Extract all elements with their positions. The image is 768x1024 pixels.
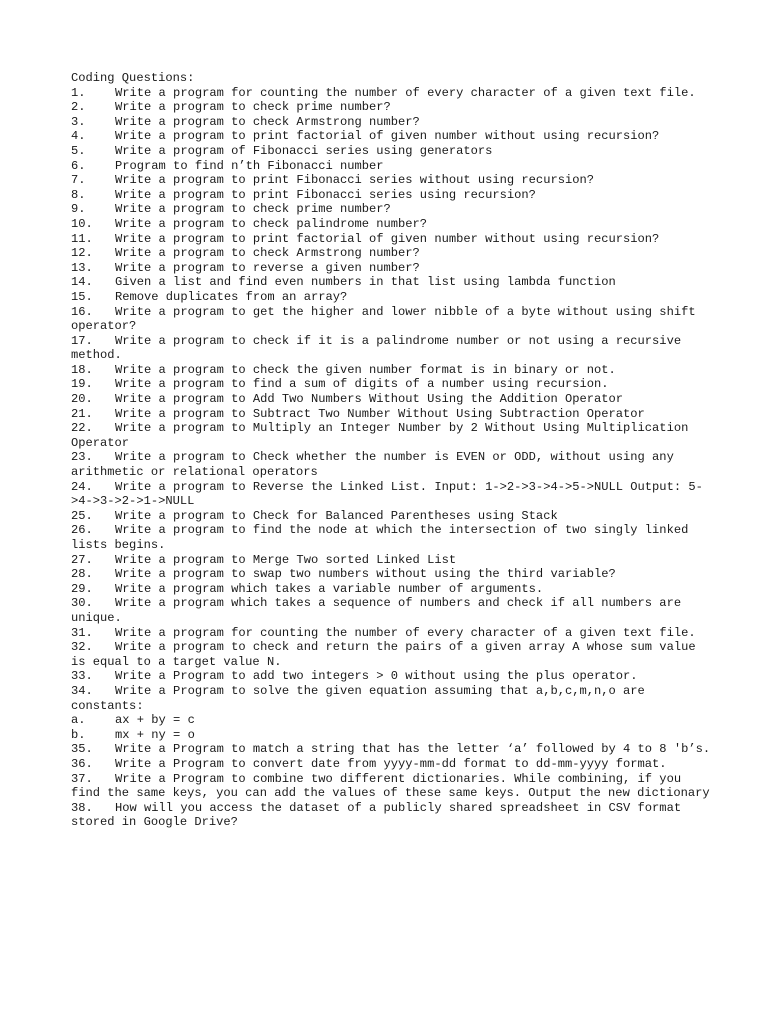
- question-item: [71, 159, 711, 174]
- question-item: [71, 232, 711, 247]
- question-item: [71, 509, 711, 524]
- question-number: 9.: [71, 202, 86, 217]
- question-number: 7.: [71, 173, 86, 188]
- question-item: [71, 334, 711, 363]
- question-text: Write a program to find a sum of digits of a number using recursion.: [115, 377, 609, 392]
- question-number: 38.: [71, 800, 93, 815]
- question-item: [71, 480, 711, 509]
- question-text: ax + by = c: [115, 713, 195, 728]
- question-number: 6.: [71, 158, 86, 173]
- question-item: [71, 772, 711, 801]
- question-item: [71, 523, 711, 552]
- question-item: [71, 757, 711, 772]
- question-item: [71, 115, 711, 130]
- question-text: Write a program to print Fibonacci series using recursion?: [115, 187, 536, 202]
- question-item: [71, 100, 711, 115]
- question-item: [71, 392, 711, 407]
- question-text: Write a program to Reverse the Linked List. Input: 1->2->3->4->5->NULL Output: 5->4->3->2->1->NULL: [71, 479, 703, 509]
- question-number: 31.: [71, 625, 93, 640]
- question-text: Program to find n’th Fibonacci number: [115, 158, 384, 173]
- question-number: 14.: [71, 275, 93, 290]
- question-text: Write a program to check palindrome number?: [115, 216, 428, 231]
- question-number: 17.: [71, 333, 93, 348]
- question-text: Write a program for counting the number of every character of a given text file.: [115, 85, 696, 100]
- question-item: [71, 582, 711, 597]
- question-text: Write a Program to solve the given equation assuming that a,b,c,m,n,o are constants:: [71, 683, 653, 713]
- question-item: [71, 596, 711, 625]
- question-text: Given a list and find even numbers in that list using lambda function: [115, 275, 616, 290]
- question-item: [71, 129, 711, 144]
- question-text: Write a program to check Armstrong number?: [115, 114, 420, 129]
- question-text: Write a program to check and return the pairs of a given array A whose sum value is equal to a target value N.: [71, 640, 703, 669]
- question-item: [71, 261, 711, 276]
- question-text: Write a program to Subtract Two Number Without Using Subtraction Operator: [115, 406, 645, 421]
- question-number: 12.: [71, 246, 93, 261]
- question-item: [71, 363, 711, 378]
- question-number: 8.: [71, 187, 86, 202]
- question-item: [71, 202, 711, 217]
- question-item: [71, 742, 711, 757]
- question-text: Write a program to check prime number?: [115, 100, 391, 115]
- question-text: Write a program to check the given number format is in binary or not.: [115, 362, 616, 377]
- question-number: 30.: [71, 596, 93, 611]
- question-number: 20.: [71, 392, 93, 407]
- question-text: Write a program of Fibonacci series using generators: [115, 143, 493, 158]
- question-item: [71, 407, 711, 422]
- question-text: Write a Program to convert date from yyyy-mm-dd format to dd-mm-yyyy format.: [115, 756, 667, 771]
- question-number: 32.: [71, 640, 93, 655]
- question-item: [71, 246, 711, 261]
- question-item: [71, 144, 711, 159]
- question-item: [71, 450, 711, 479]
- question-number: 24.: [71, 479, 93, 494]
- question-text: Write a program to print Fibonacci series without using recursion?: [115, 173, 594, 188]
- question-text: Write a program to check if it is a palindrome number or not using a recursive method.: [71, 333, 689, 363]
- question-text: Write a program to Check whether the number is EVEN or ODD, without using any arithmetic or relational operators: [71, 450, 682, 480]
- question-item: [71, 188, 711, 203]
- question-number: 23.: [71, 450, 93, 465]
- question-list: [71, 86, 711, 830]
- question-number: 33.: [71, 669, 93, 684]
- question-number: 27.: [71, 552, 93, 567]
- page-heading: Coding Questions:: [71, 71, 195, 85]
- question-text: How will you access the dataset of a publicly shared spreadsheet in CSV format stored in Google Drive?: [71, 800, 689, 830]
- question-number: 3.: [71, 114, 86, 129]
- question-text: Write a program to print factorial of given number without using recursion?: [115, 129, 660, 144]
- question-item: [71, 421, 711, 450]
- question-number: 1.: [71, 85, 86, 100]
- question-number: 36.: [71, 756, 93, 771]
- question-number: 13.: [71, 260, 93, 275]
- question-number: 22.: [71, 421, 93, 436]
- question-number: 26.: [71, 523, 93, 538]
- question-text: Write a program to print factorial of given number without using recursion?: [115, 231, 660, 246]
- question-number: 2.: [71, 100, 86, 115]
- question-text: Write a Program to combine two different dictionaries. While combining, if you find the same keys, you can add the values of these same keys. Output the new dictionary: [71, 771, 710, 801]
- document-page: [71, 71, 711, 830]
- question-text: Write a program which takes a variable number of arguments.: [115, 581, 544, 596]
- question-number: 4.: [71, 129, 86, 144]
- question-item: [71, 713, 711, 728]
- question-item: [71, 684, 711, 713]
- question-text: Write a Program to add two integers > 0 without using the plus operator.: [115, 669, 638, 684]
- question-number: 29.: [71, 581, 93, 596]
- question-item: [71, 290, 711, 305]
- question-item: [71, 567, 711, 582]
- question-number: 10.: [71, 216, 93, 231]
- question-item: [71, 173, 711, 188]
- question-number: 34.: [71, 683, 93, 698]
- question-number: 25.: [71, 508, 93, 523]
- question-text: Write a program to check prime number?: [115, 202, 391, 217]
- question-number: 5.: [71, 143, 86, 158]
- question-item: [71, 553, 711, 568]
- question-text: Write a Program to match a string that has the letter ‘a’ followed by 4 to 8 'b’s.: [115, 742, 711, 757]
- question-number: 28.: [71, 567, 93, 582]
- question-number: 15.: [71, 289, 93, 304]
- question-text: Write a program which takes a sequence of numbers and check if all numbers are unique.: [71, 596, 689, 625]
- question-item: [71, 305, 711, 334]
- question-number: 16.: [71, 304, 93, 319]
- question-number: 35.: [71, 742, 93, 757]
- question-text: Write a program to check Armstrong number?: [115, 246, 420, 261]
- question-text: Write a program to find the node at which the intersection of two singly linked lists begins.: [71, 523, 696, 552]
- question-number: a.: [71, 713, 86, 728]
- question-item: [71, 217, 711, 232]
- question-text: Write a program for counting the number of every character of a given text file.: [115, 625, 696, 640]
- question-text: Write a program to get the higher and lower nibble of a byte without using shift operator?: [71, 304, 703, 334]
- question-text: Write a program to Multiply an Integer Number by 2 Without Using Multiplication Operator: [71, 421, 696, 450]
- question-number: b.: [71, 727, 86, 742]
- question-number: 19.: [71, 377, 93, 392]
- question-item: [71, 801, 711, 830]
- question-text: Write a program to Add Two Numbers Without Using the Addition Operator: [115, 392, 624, 407]
- question-item: [71, 640, 711, 669]
- question-item: [71, 728, 711, 743]
- question-text: Write a program to reverse a given number?: [115, 260, 420, 275]
- question-item: [71, 626, 711, 641]
- question-text: Write a program to swap two numbers without using the third variable?: [115, 567, 616, 582]
- question-text: mx + ny = o: [115, 727, 195, 742]
- question-text: Remove duplicates from an array?: [115, 289, 348, 304]
- question-item: [71, 377, 711, 392]
- question-number: 11.: [71, 231, 93, 246]
- question-item: [71, 669, 711, 684]
- question-text: Write a program to Check for Balanced Parentheses using Stack: [115, 508, 558, 523]
- question-text: Write a program to Merge Two sorted Linked List: [115, 552, 457, 567]
- question-item: [71, 275, 711, 290]
- question-item: [71, 86, 711, 101]
- question-number: 18.: [71, 362, 93, 377]
- question-number: 21.: [71, 406, 93, 421]
- question-number: 37.: [71, 771, 93, 786]
